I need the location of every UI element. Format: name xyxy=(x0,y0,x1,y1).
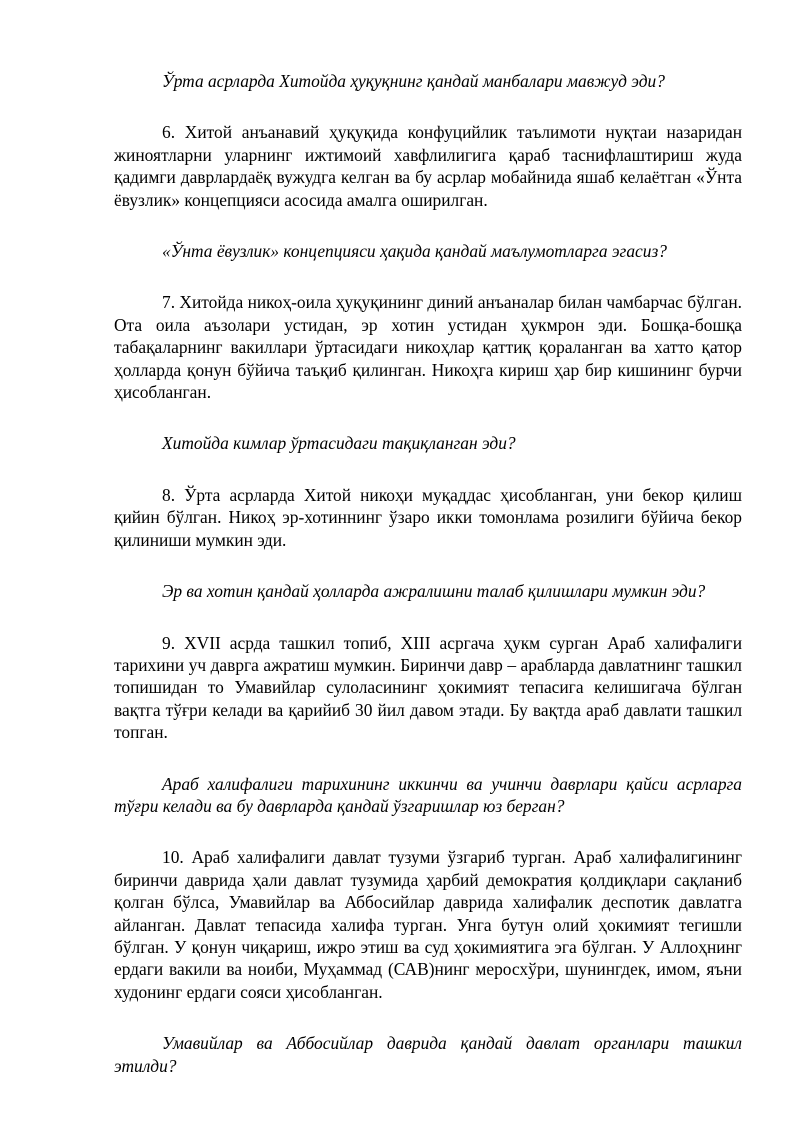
question-caliphate-periods: Араб халифалиги тарихининг иккинчи ва учинчи даврлари қайси асрларга тўғри келади ва бу даврларда қандай ўзгаришлар юз берган? xyxy=(114,773,742,816)
question-sources-of-law: Ўрта асрларда Хитойда ҳуқуқнинг қандай манбалари мавжуд эди? xyxy=(162,71,665,91)
spacer xyxy=(114,455,742,484)
question-ten-evils: «Ўнта ёвузлик» концепцияси ҳақида қандай маълумотларга эгасиз? xyxy=(162,241,667,262)
document-page xyxy=(114,70,742,1077)
spacer xyxy=(114,603,742,632)
spacer xyxy=(114,1003,742,1032)
question-prohibited-marriages: Хитойда кимлар ўртасидаги тақиқланган эди? xyxy=(162,433,516,454)
spacer xyxy=(114,211,742,240)
spacer xyxy=(114,817,742,846)
spacer xyxy=(114,551,742,580)
spacer xyxy=(114,744,742,773)
paragraph-7: 7. Хитойда никоҳ-оила ҳуқуқининг диний анъаналар билан чамбарчас бўлган. Ота оила аъзолари устидан, эр хотин устидан ҳукмрон эди. Бошқа-бошқа табақаларнинг вакиллари ўртасидаги никоҳлар қаттиқ қораланган ва хатто қатор ҳолларда қонун бўйича таъқиб қилинган. Никоҳга кириш ҳар бир кишининг бурчи ҳисобланган. xyxy=(114,292,742,403)
paragraph-8: 8. Ўрта асрларда Хитой никоҳи муқаддас ҳисобланган, уни бекор қилиш қийин бўлган. Никоҳ эр-хотиннинг ўзаро икки томонлама розилиги бўйича бекор қилиниши мумкин эди. xyxy=(114,484,742,550)
spacer xyxy=(114,403,742,432)
spacer xyxy=(114,92,742,121)
paragraph-10: 10. Араб халифалиги давлат тузуми ўзгариб турган. Араб халифалигининг биринчи даврида ҳали давлат тузумида ҳарбий демократия қолдиқлари сақланиб қолган бўлса, Умавийлар ва Аббосийлар даврида халифалик деспотик давлатга айланган. Давлат тепасида халифа турган. Унга бутун олий ҳокимият тегишли бўлган. У қонун чиқариш, ижро этиш ва суд ҳокимиятига эга бўлган. У Аллоҳнинг ердаги вакили ва ноиби, Муҳаммад (САВ)нинг меросхўри, шунингдек, имом, яъни худонинг ердаги сояси ҳисобланган. xyxy=(114,847,742,1002)
question-divorce: Эр ва хотин қандай ҳолларда ажралишни талаб қилишлари мумкин эди? xyxy=(162,581,706,602)
paragraph-9: 9. XVII асрда ташкил топиб, XIII асргача ҳукм сурган Араб халифалиги тарихини уч даврга ажратиш мумкин. Биринчи давр – арабларда давлатнинг ташкил топишидан то Умавийлар сулоласининг ҳокимият тепасига келишигача бўлган вақтга тўғри келади ва қарийиб 30 йил давом этади. Бу вақтда араб давлати ташкил топган. xyxy=(114,632,742,743)
question-state-bodies: Умавийлар ва Аббосийлар даврида қандай давлат органлари ташкил этилди? xyxy=(114,1033,742,1076)
spacer xyxy=(114,262,742,291)
paragraph-6: 6. Хитой анъанавий ҳуқуқида конфуцийлик таълимоти нуқтаи назаридан жиноятларни уларнинг ижтимоий хавфлилигига қараб таснифлаштириш жуда қадимги даврлардаёқ вужудга келган ва бу асрлар мобайнида яшаб келаётган «Ўнта ёвузлик» концепцияси асосида амалга оширилган. xyxy=(114,122,742,210)
